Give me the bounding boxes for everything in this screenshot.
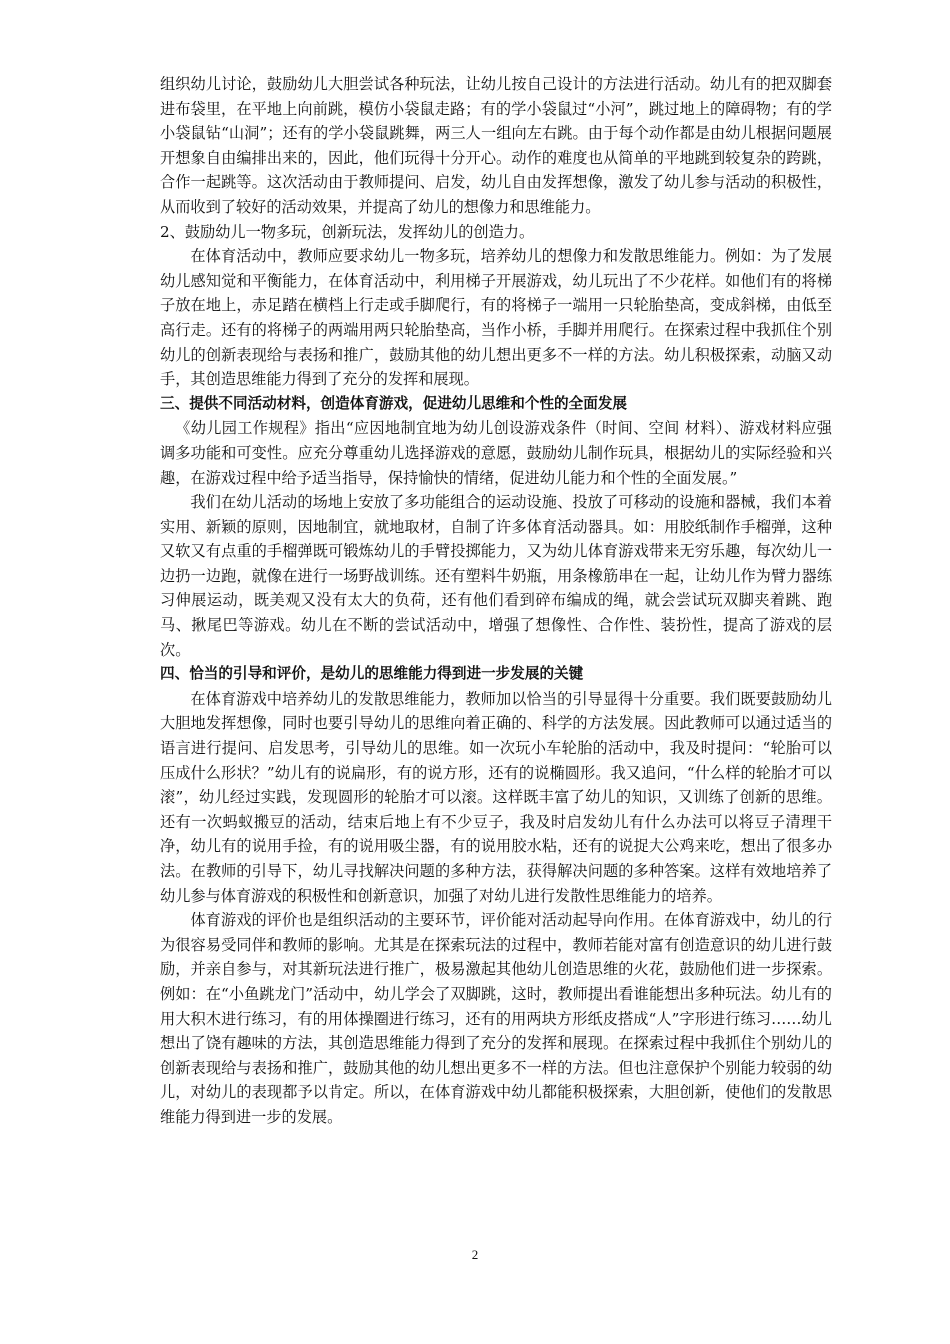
section-heading-3: 三、提供不同活动材料，创造体育游戏，促进幼儿思维和个性的全面发展	[160, 394, 628, 412]
paragraph-continuation: 组织幼儿讨论，鼓励幼儿大胆尝试各种玩法，让幼儿按自己设计的方法进行活动。幼儿有的把双脚套进布袋里，在平地上向前跳，模仿小袋鼠走路；有的学小袋鼠过“小河”，跳过地上的障碍物；有的学小袋鼠钻“山洞”；还有的学小袋鼠跳舞，两三人一组向左右跳。由于每个动作都是由幼儿根据问题展开想象自由编排出来的，因此，他们玩得十分开心。动作的难度也从简单的平地跳到较复杂的跨跳，合作一起跳等。这次活动由于教师提问、启发，幼儿自由发挥想像，激发了幼儿参与活动的积极性，从而收到了较好的活动效果，并提高了幼儿的想像力和思维能力。	[160, 75, 832, 216]
paragraph-equipment: 我们在幼儿活动的场地上安放了多功能组合的运动设施、投放了可移动的设施和器械，我们本着实用、新颖的原则，因地制宜，就地取材，自制了许多体育活动器具。如：用胶纸制作手榴弹，这种又软又有点重的手榴弹既可锻炼幼儿的手臂投掷能力，又为幼儿体育游戏带来无穷乐趣，每次幼儿一边扔一边跑，就像在进行一场野战训练。还有塑料牛奶瓶，用条橡筋串在一起，让幼儿作为臂力器练习伸展运动，既美观又没有太大的负荷，还有他们看到碎布编成的绳，就会尝试玩双脚夹着跳、跑马、揪尾巴等游戏。幼儿在不断的尝试活动中，增强了想像性、合作性、装扮性，提高了游戏的层次。	[160, 493, 832, 659]
paragraph-evaluation: 体育游戏的评价也是组织活动的主要环节，评价能对活动起导向作用。在体育游戏中，幼儿的行为很容易受同伴和教师的影响。尤其是在探索玩法的过程中，教师若能对富有创造意识的幼儿进行鼓励，并亲自参与，对其新玩法进行推广，极易激起其他幼儿创造思维的火花，鼓励他们进一步探索。例如：在“小鱼跳龙门”活动中，幼儿学会了双脚跳，这时，教师提出看谁能想出多种玩法。幼儿有的用大积木进行练习，有的用体操圈进行练习，还有的用两块方形纸皮搭成“人”字形进行练习……幼儿想出了饶有趣味的方法，其创造思维能力得到了充分的发挥和展现。在探索过程中我抓住个别幼儿的创新表现给与表扬和推广，鼓励其他的幼儿想出更多不一样的方法。但也注意保护个别能力较弱的幼儿，对幼儿的表现都予以肯定。所以，在体育游戏中幼儿都能积极探索，大胆创新，使他们的发散思维能力得到进一步的发展。	[160, 911, 832, 1126]
subheading-2: 2、鼓励幼儿一物多玩，创新玩法，发挥幼儿的创造力。	[160, 222, 535, 241]
document-body	[160, 72, 832, 1130]
section-heading-4: 四、恰当的引导和评价，是幼儿的思维能力得到进一步发展的关键	[160, 665, 584, 683]
paragraph-guidance: 在体育游戏中培养幼儿的发散思维能力，教师加以恰当的引导显得十分重要。我们既要鼓励幼儿大胆地发挥想像，同时也要引导幼儿的思维向着正确的、科学的方法发展。因此教师可以通过适当的语言进行提问、启发思考，引导幼儿的思维。如一次玩小车轮胎的活动中，我及时提问：“轮胎可以压成什么形状？”幼儿有的说扁形，有的说方形，还有的说椭圆形。我又追问，“什么样的轮胎才可以滚”，幼儿经过实践，发现圆形的轮胎才可以滚。这样既丰富了幼儿的知识，又训练了创新的思维。还有一次蚂蚁搬豆的活动，结束后地上有不少豆子，我及时启发幼儿有什么办法可以将豆子清理干净，幼儿有的说用手捡，有的说用吸尘器，有的说用胶水粘，还有的说捉大公鸡来吃，想出了很多办法。在教师的引导下，幼儿寻找解决问题的多种方法，获得解决问题的多种答案。这样有效地培养了幼儿参与体育游戏的积极性和创新意识，加强了对幼儿进行发散性思维能力的培养。	[160, 689, 832, 905]
page-number: 2	[471, 1247, 479, 1262]
paragraph-regulations-quote: 《幼儿园工作规程》指出“应因地制宜地为幼儿创设游戏条件（时间、空间 材料）、游戏材料应强调多功能和可变性。应充分尊重幼儿选择游戏的意愿，鼓励幼儿制作玩具，根据幼儿的实际经验和兴趣，在游戏过程中给予适当指导，保持愉快的情绪，促进幼儿能力和个性的全面发展。”	[160, 419, 832, 487]
paragraph-ladder-games: 在体育活动中，教师应要求幼儿一物多玩，培养幼儿的想像力和发散思维能力。例如：为了发展幼儿感知觉和平衡能力，在体育活动中，利用梯子开展游戏，幼儿玩出了不少花样。如他们有的将梯子放在地上，赤足踏在横档上行走或手脚爬行，有的将梯子一端用一只轮胎垫高，变成斜梯，由低至高行走。还有的将梯子的两端用两只轮胎垫高，当作小桥，手脚并用爬行。在探索过程中我抓住个别幼儿的创新表现给与表扬和推广，鼓励其他的幼儿想出更多不一样的方法。幼儿积极探索，动脑又动手，其创造思维能力得到了充分的发挥和展现。	[160, 247, 832, 389]
